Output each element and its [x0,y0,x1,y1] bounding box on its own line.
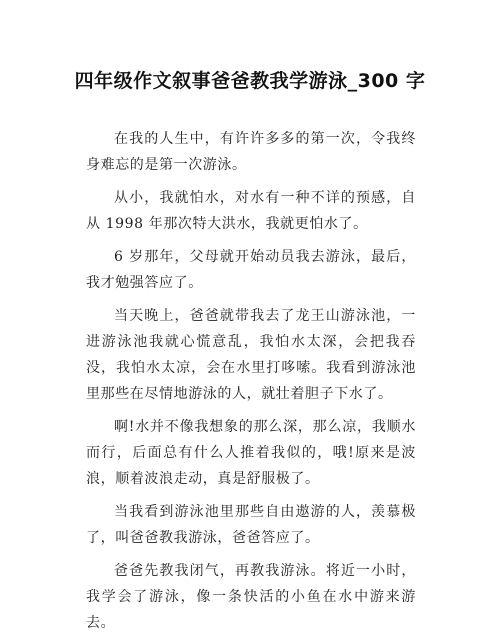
document-title: 四年级作文叙事爸爸教我学游泳_300 字 [74,70,426,92]
paragraph-3: 6 岁那年，父母就开始动员我去游泳，最后，我才勉强答应了。 [86,249,416,291]
paragraph-4: 当天晚上，爸爸就带我去了龙王山游泳池，一进游泳池我就心慌意乱，我怕水太深，会把我吞没，我怕水太凉，会在水里打哆嗦。我看到游泳池里那些在尽情地游泳的人，就壮着胆子下水了。 [86,308,416,402]
paragraph-5: 啊!水并不像我想象的那么深，那么凉，我顺水而行，后面总有什么人推着我似的，哦!原来是波浪，顺着波浪走动，真是舒服极了。 [86,419,416,487]
paragraph-1: 在我的人生中，有许许多多的第一次，令我终身难忘的是第一次游泳。 [86,131,416,173]
document-body [86,126,416,643]
paragraph-7: 爸爸先教我闭气，再教我游泳。将近一小时，我学会了游泳，像一条快活的小鱼在水中游来游去。 [86,563,416,631]
paragraph-6: 当我看到游泳池里那些自由遨游的人，羡慕极了，叫爸爸教我游泳，爸爸答应了。 [86,504,416,546]
paragraph-2: 从小，我就怕水，对水有一种不详的预感，自从 1998 年那次特大洪水，我就更怕水了。 [86,190,416,232]
